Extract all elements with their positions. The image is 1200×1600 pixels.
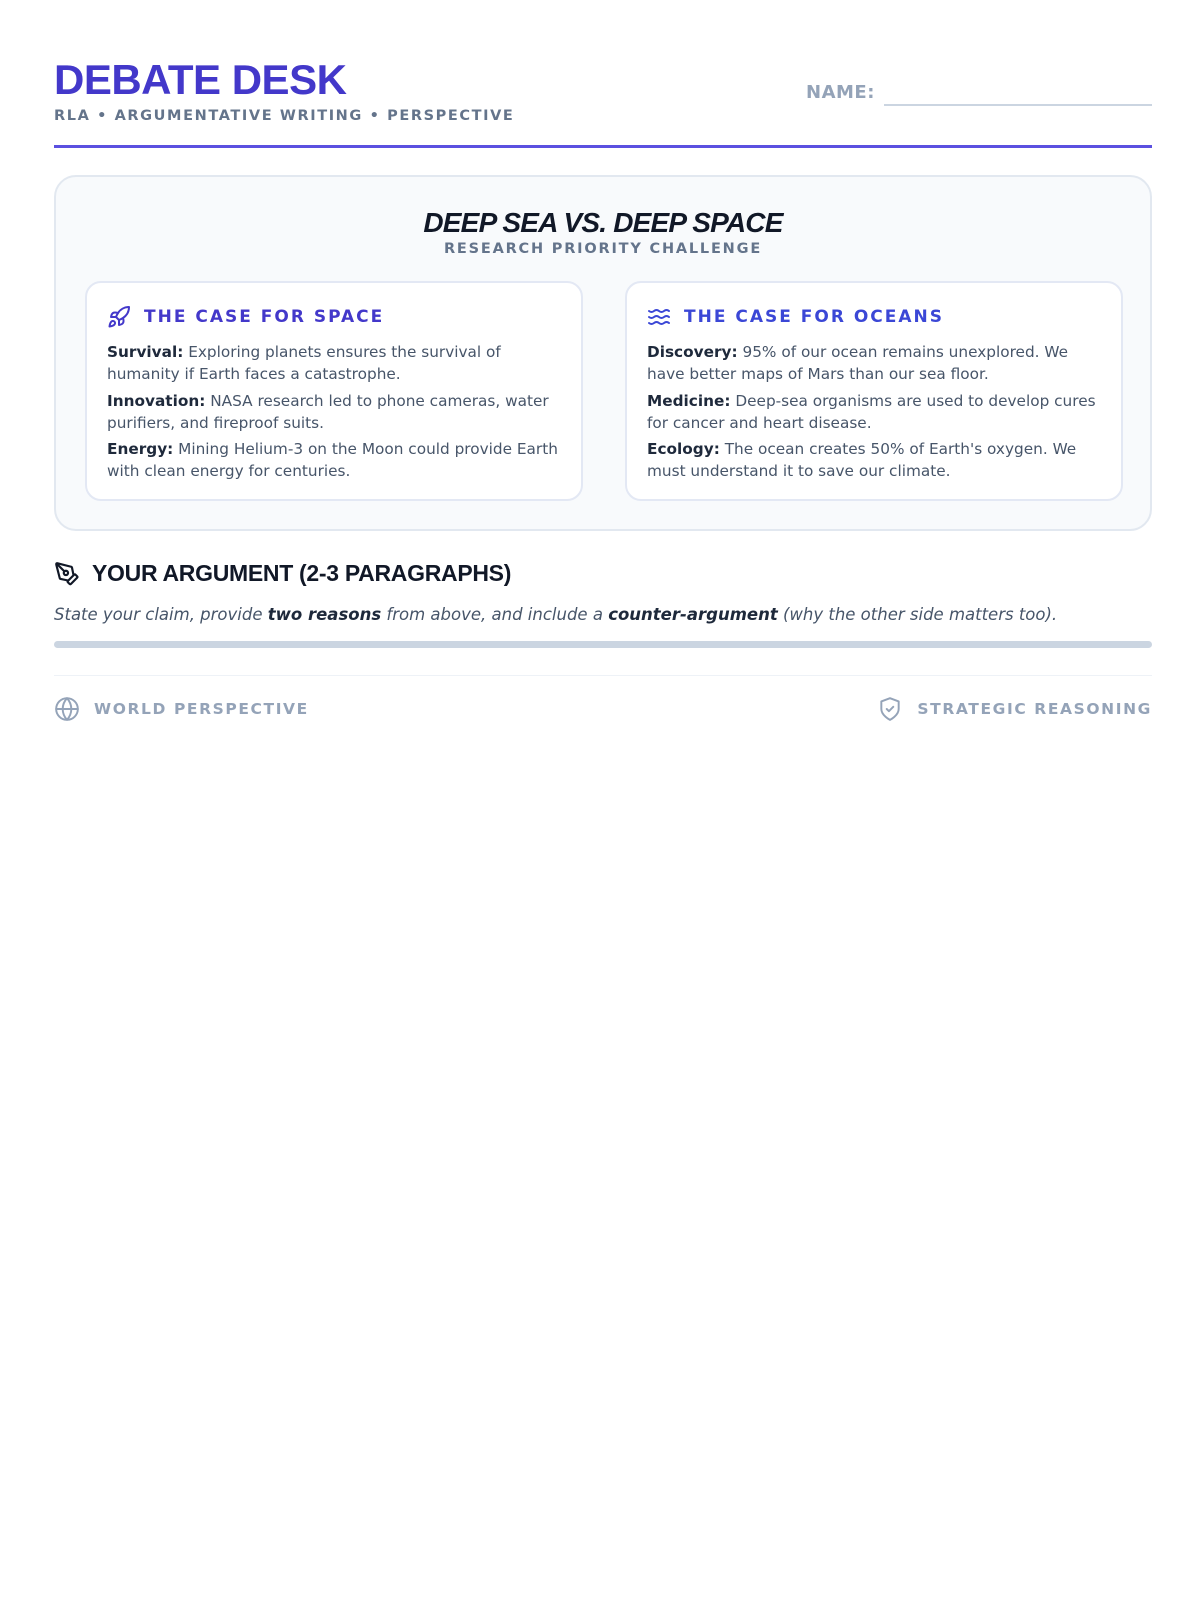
point-text: NASA research led to phone cameras, water purifiers, and fireproof suits. [107,391,549,432]
point-term: Ecology: [647,440,720,458]
point-text: Exploring planets ensures the survival of humanity if Earth faces a catastrophe. [107,343,501,383]
shield-check-icon [877,696,903,722]
worksheet-page [54,0,1152,718]
list-item [107,341,567,385]
list-item [647,341,1107,385]
space-points [107,341,567,487]
instruction-text: from above, and include a [381,605,609,624]
globe-icon [54,696,80,722]
point-term: Innovation: [107,391,206,410]
worksheet-subtitle: RLA • ARGUMENTATIVE WRITING • PERSPECTIVE [54,108,515,124]
oceans-case-heading: THE CASE FOR OCEANS [684,307,945,327]
world-perspective-label: WORLD PERSPECTIVE [94,700,309,718]
challenge-title: DEEP SEA VS. DEEP SPACE [423,207,783,238]
worksheet-header [54,0,1152,148]
point-term: Energy: [107,440,174,458]
list-item [107,390,567,434]
argument-instructions [54,605,1152,624]
list-item [647,390,1107,434]
footer-divider [54,675,1152,676]
instruction-text: State your claim, provide [54,605,268,624]
oceans-case-header [647,305,944,329]
world-perspective-tag [54,696,309,722]
point-term: Medicine: [647,391,731,410]
rocket-icon [107,305,131,329]
name-label: NAME: [806,82,875,103]
challenge-subtitle: RESEARCH PRIORITY CHALLENGE [443,241,763,257]
strategic-reasoning-tag [877,696,1152,722]
point-term: Discovery: [647,343,738,361]
name-field-line[interactable] [884,104,1152,106]
instruction-emphasis: counter-argument [608,605,778,624]
argument-header [54,560,511,587]
list-item [647,438,1107,482]
oceans-points [647,341,1107,487]
instruction-emphasis: two reasons [267,605,382,624]
strategic-reasoning-label: STRATEGIC REASONING [917,700,1152,718]
instruction-text: (why the other side matters too). [777,605,1058,624]
point-text: Mining Helium-3 on the Moon could provide Earth with clean energy for centuries. [107,440,558,480]
writing-area-rule [54,641,1152,648]
point-text: The ocean creates 50% of Earth's oxygen. We must understand it to save our climate. [647,440,1077,480]
argument-title: YOUR ARGUMENT (2-3 PARAGRAPHS) [92,560,512,586]
oceans-case-card [625,281,1123,501]
challenge-panel [54,175,1152,531]
worksheet-title: DEBATE DESK [54,56,347,103]
point-text: 95% of our ocean remains unexplored. We have better maps of Mars than our sea floor. [647,343,1069,383]
space-case-card [85,281,583,501]
pen-tool-icon [54,561,80,587]
space-case-header [107,305,384,329]
point-text: Deep-sea organisms are used to develop cures for cancer and heart disease. [647,391,1096,432]
space-case-heading: THE CASE FOR SPACE [144,307,385,327]
point-term: Survival: [107,343,184,361]
waves-icon [647,305,671,329]
list-item [107,438,567,482]
